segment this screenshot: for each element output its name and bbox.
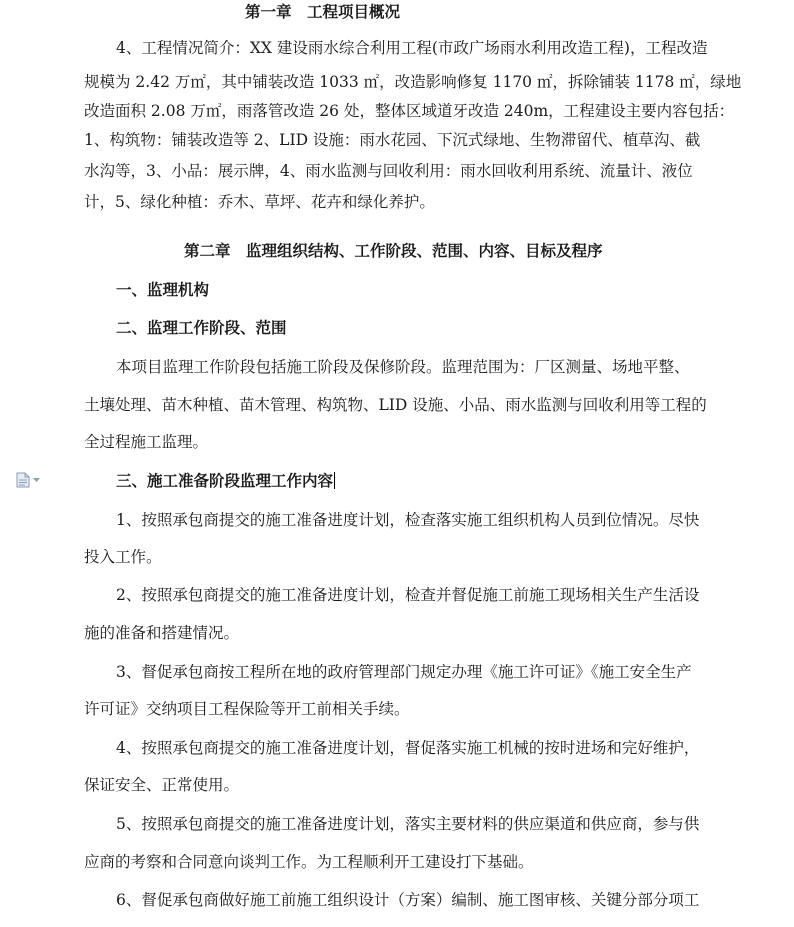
chapter1-line: 水沟等，3、小品：展示牌，4、雨水监测与回收利用：雨水回收利用系统、流量计、液位	[84, 162, 693, 180]
chapter1-line: 计，5、绿化种植：乔木、草坪、花卉和绿化养护。	[84, 193, 435, 211]
item6-line: 6、督促承包商做好施工前施工组织设计（方案）编制、施工图审核、关键分部分项工	[116, 891, 700, 909]
item4-line: 保证安全、正常使用。	[84, 776, 240, 794]
section2-line: 全过程施工监理。	[84, 433, 209, 451]
section2-line: 本项目监理工作阶段包括施工阶段及保修阶段。监理范围为：厂区测量、场地平整、	[116, 358, 690, 376]
chapter2-title: 第二章 监理组织结构、工作阶段、范围、内容、目标及程序	[184, 242, 603, 260]
item2-line: 施的准备和搭建情况。	[84, 624, 240, 642]
item3-line: 许可证》交纳项目工程保险等开工前相关手续。	[84, 700, 410, 718]
chapter1-line: 1、构筑物：铺装改造等 2、LID 设施：雨水花园、下沉式绿地、生物滞留代、植草沟、截	[84, 131, 701, 149]
item1-line: 投入工作。	[84, 548, 162, 566]
section2-line: 土壤处理、苗木种植、苗木管理、构筑物、LID 设施、小品、雨水监测与回收利用等工程的	[84, 396, 707, 414]
chapter1-line: 规模为 2.42 万㎡，其中铺装改造 1033 ㎡，改造影响修复 1170 ㎡，拆除铺装 1178 ㎡，绿地	[84, 73, 742, 91]
item4-line: 4、按照承包商提交的施工准备进度计划，督促落实施工机械的按时进场和完好维护，	[116, 739, 700, 757]
document-paragraph-icon[interactable]	[16, 472, 44, 488]
page-icon	[16, 472, 30, 488]
item2-line: 2、按照承包商提交的施工准备进度计划，检查并督促施工前施工现场相关生产生活设	[116, 586, 700, 604]
item5-line: 5、按照承包商提交的施工准备进度计划，落实主要材料的供应渠道和供应商，参与供	[116, 815, 700, 833]
item1-line: 1、按照承包商提交的施工准备进度计划，检查落实施工组织机构人员到位情况。尽快	[116, 511, 700, 529]
section2-title: 二、监理工作阶段、范围	[116, 319, 287, 337]
item5-line: 应商的考察和合同意向谈判工作。为工程顺利开工建设打下基础。	[84, 853, 534, 871]
item3-line: 3、督促承包商按工程所在地的政府管理部门规定办理《施工许可证》《施工安全生产	[116, 663, 692, 681]
section3-title: 三、施工准备阶段监理工作内容	[116, 472, 334, 490]
chapter1-line: 4、工程情况简介：XX 建设雨水综合利用工程(市政广场雨水利用改造工程)，工程改造	[116, 39, 708, 57]
text-cursor	[334, 472, 335, 489]
chapter1-line: 改造面积 2.08 万㎡，雨落管改造 26 处，整体区域道牙改造 240m，工程建设主要内容包括：	[84, 102, 735, 120]
chapter1-title: 第一章 工程项目概况	[245, 3, 401, 21]
caret-down-icon[interactable]	[33, 478, 40, 483]
section1-title: 一、监理机构	[116, 281, 210, 299]
